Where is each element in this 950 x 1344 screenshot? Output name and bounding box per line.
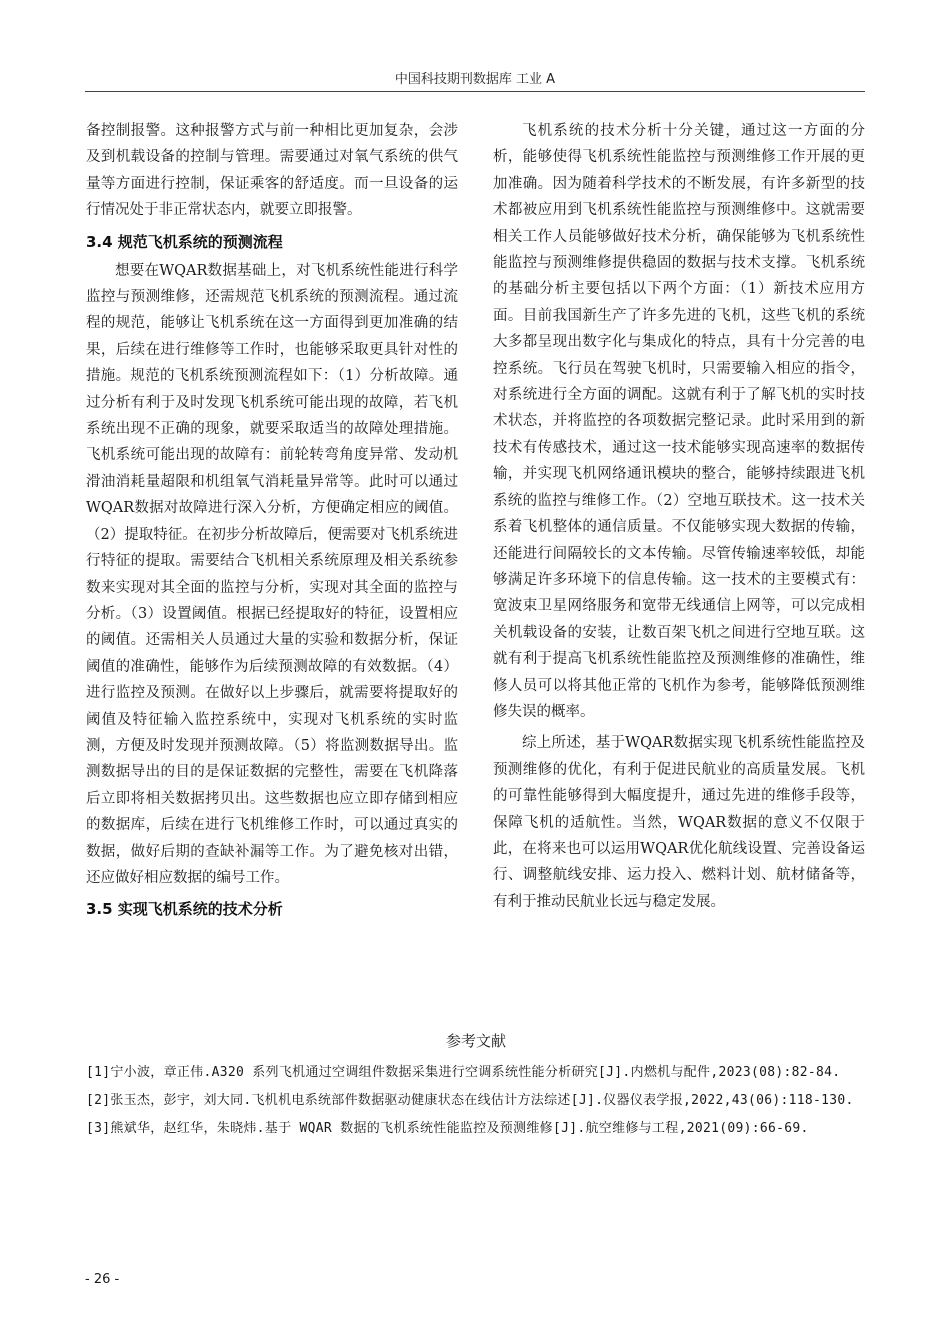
section-3-4-body: 想要在WQAR数据基础上，对飞机系统性能进行科学监控与预测维修，还需规范飞机系统的预测流程。通过流程的规范，能够让飞机系统在这一方面得到更加准确的结果，后续在进行维修等工作时，也能够采取更具针对性的措施。规范的飞机系统预测流程如下：（1）分析故障。通过分析有利于及时发现飞机系统可能出现的故障，若飞机系统出现不正确的现象，就要采取适当的故障处理措施。飞机系统可能出现的故障有：前轮转弯角度异常、发动机滑油消耗量超限和机组氧气消耗量异常等。此时可以通过WQAR数据对故障进行深入分析，方便确定相应的阈值。（2）提取特征。在初步分析故障后，便需要对飞机系统进行特征的提取。需要结合飞机相关系统原理及相关系统参数来实现对其全面的监控与分析，实现对其全面的监控与分析。（3）设置阈值。根据已经提取好的特征，设置相应的阈值。还需相关人员通过大量的实验和数据分析，保证阈值的准确性，能够作为后续预测故障的有效数据。（4）进行监控及预测。在做好以上步骤后，就需要将提取好的阈值及特征输入监控系统中，实现对飞机系统的实时监测，方便及时发现并预测故障。（5）将监测数据导出。监测数据导出的目的是保证数据的完整性，需要在飞机降落后立即将相关数据拷贝出。这些数据也应立即存储到相应的数据库，后续在进行飞机维修工作时，可以通过真实的数据，做好后期的查缺补漏等工作。为了避免核对出错，还应做好相应数据的编号工作。 [86, 262, 458, 886]
references-section [86, 1030, 866, 1145]
references-title: 参考文献 [445, 1032, 506, 1050]
reference-item: [3]熊斌华，赵红华，朱晓炜.基于 WQAR 数据的飞机系统性能监控及预测维修[J].航空维修与工程,2021(09):66-69. [86, 1121, 809, 1136]
section-heading-3-4: 3.4 规范飞机系统的预测流程 [86, 232, 283, 251]
continued-paragraph: 备控制报警。这种报警方式与前一种相比更加复杂，会涉及到机载设备的控制与管理。需要通过对氧气系统的供气量等方面进行控制，保证乘客的舒适度。而一旦设备的运行情况处于非正常状态内，就要立即报警。 [86, 123, 458, 219]
reference-item: [2]张玉杰，彭宇，刘大同.飞机机电系统部件数据驱动健康状态在线估计方法综述[J].仪器仪表学报,2022,43(06):118-130. [86, 1093, 854, 1108]
page-number: - 26 - [85, 1272, 120, 1287]
conclusion-paragraph: 综上所述，基于WQAR数据实现飞机系统性能监控及预测维修的优化，有利于促进民航业的高质量发展。飞机的可靠性能够得到大幅度提升，通过先进的维修手段等，保障飞机的适航性。当然，WQAR数据的意义不仅限于此，在将来也可以运用WQAR优化航线设置、完善设备运行、调整航线安排、运力投入、燃料计划、航材储备等，有利于推动民航业长远与稳定发展。 [493, 735, 865, 910]
header-divider [85, 91, 865, 92]
section-heading-3-5: 3.5 实现飞机系统的技术分析 [86, 900, 283, 919]
right-column [493, 118, 865, 915]
reference-item: [1]宁小波，章正伟.A320 系列飞机通过空调组件数据采集进行空调系统性能分析研究[J].内燃机与配件,2023(08):82-84. [86, 1065, 841, 1080]
section-3-5-body: 飞机系统的技术分析十分关键，通过这一方面的分析，能够使得飞机系统性能监控与预测维修工作开展的更加准确。因为随着科学技术的不断发展，有许多新型的技术都被应用到飞机系统性能监控与预测维修中。这就需要相关工作人员能够做好技术分析，确保能够为飞机系统性能监控与预测维修提供稳固的数据与技术支撑。飞机系统的基础分析主要包括以下两个方面：（1）新技术应用方面。目前我国新生产了许多先进的飞机，这些飞机的系统大多都呈现出数字化与集成化的特点，具有十分完善的电控系统。飞行员在驾驶飞机时，只需要输入相应的指令，对系统进行全方面的调配。这就有利于了解飞机的实时技术状态，并将监控的各项数据完整记录。此时采用到的新技术有传感技术，通过这一技术能够实现高速率的数据传输，并实现飞机网络通讯模块的整合，能够持续跟进飞机系统的监控与维修工作。（2）空地互联技术。这一技术关系着飞机整体的通信质量。不仅能够实现大数据的传输，还能进行间隔较长的文本传输。尽管传输速率较低，却能够满足许多环境下的信息传输。这一技术的主要模式有：宽波束卫星网络服务和宽带无线通信上网等，可以完成相关机载设备的安装，让数百架飞机之间进行空地互联。这就有利于提高飞机系统性能监控及预测维修的准确性，维修人员可以将其他正常的飞机作为参考，能够降低预测维修失误的概率。 [493, 123, 865, 720]
left-column [86, 118, 458, 925]
running-header: 中国科技期刊数据库 工业 A [394, 72, 556, 87]
